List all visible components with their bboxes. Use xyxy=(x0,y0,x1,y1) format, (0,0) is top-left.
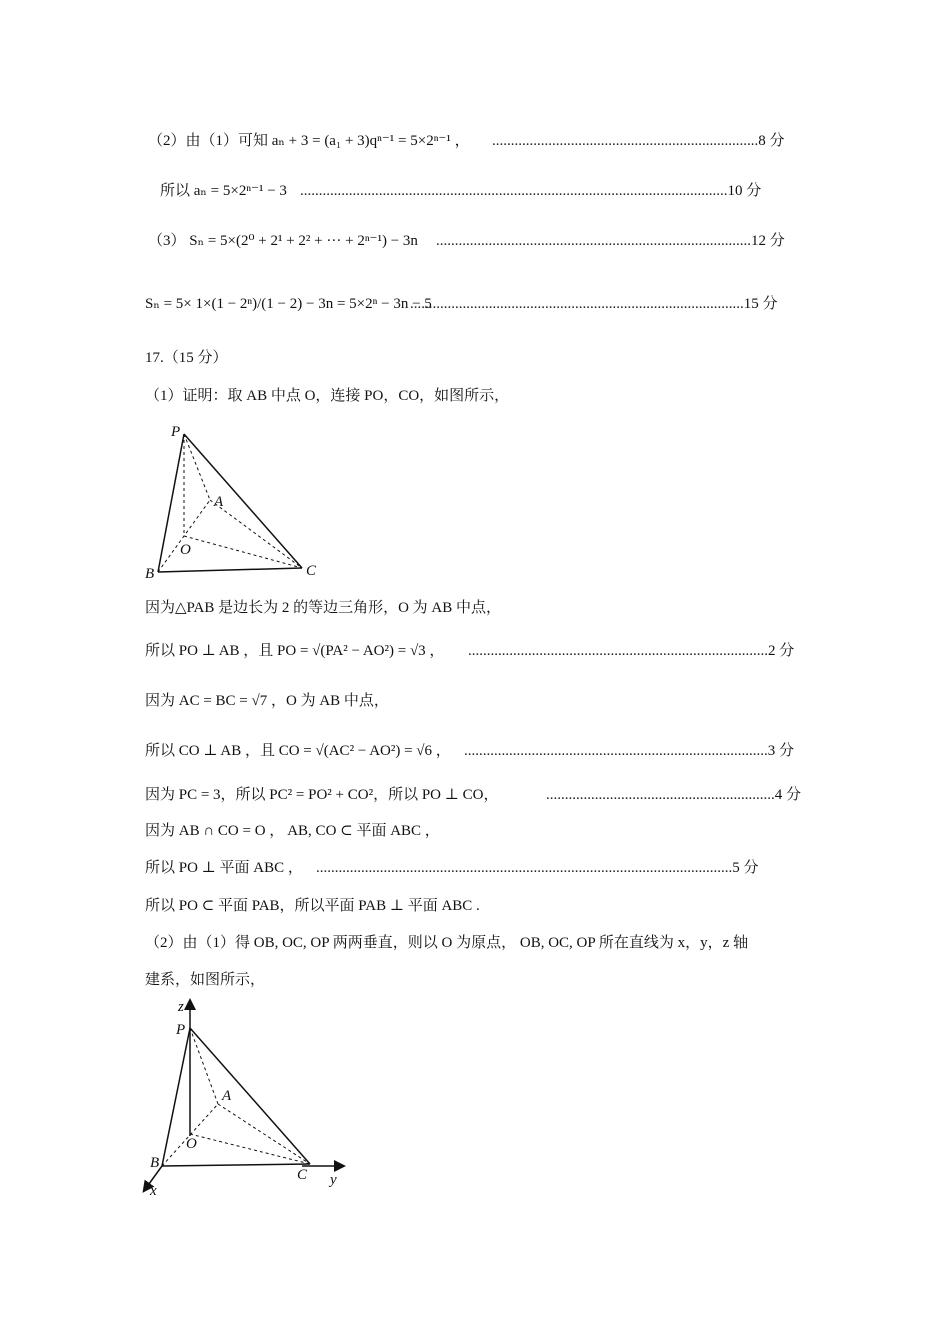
dot-leader: ....................................................................... xyxy=(492,133,759,149)
label-x: x xyxy=(150,1183,157,1196)
edge-PA xyxy=(184,434,210,500)
score-label: 12 分 xyxy=(751,233,785,249)
dot-leader: ................................................................................ xyxy=(468,643,768,659)
score-line-8 xyxy=(468,641,794,661)
edge-OC xyxy=(184,536,302,568)
text-line-10: 所以 CO ⊥ AB ，且 CO = √(AC² − AO²) = √6 ， xyxy=(145,743,451,759)
edge-PC xyxy=(190,1028,310,1164)
text-line-16: 建系，如图所示， xyxy=(145,972,266,988)
text-line-4: Sₙ = 5× 1×(1 − 2ⁿ)/(1 − 2) − 3n = 5×2ⁿ − 3n − 5 xyxy=(145,296,432,312)
score-label: 8 分 xyxy=(758,133,785,149)
coordinate-figure-2 xyxy=(140,996,355,1196)
text-line-8: 所以 PO ⊥ AB ，且 PO = √(PA² − AO²) = √3 ， xyxy=(145,643,445,659)
label-z: z xyxy=(178,999,184,1015)
text-line-14: 所以 PO ⊂ 平面 PAB，所以平面 PAB ⊥ 平面 ABC . xyxy=(145,898,480,914)
text-line-7: 因为△PAB 是边长为 2 的等边三角形，O 为 AB 中点， xyxy=(145,600,502,616)
dot-leader: ............................................................. xyxy=(546,787,775,803)
label-P: P xyxy=(176,1022,186,1038)
score-line-1 xyxy=(492,131,785,151)
label-P: P xyxy=(171,424,181,440)
text-line-3: （3） Sₙ = 5×(2⁰ + 2¹ + 2² + ··· + 2ⁿ⁻¹) − 3n xyxy=(148,233,418,249)
text-line-6: （1）证明：取 AB 中点 O，连接 PO，CO，如图所示， xyxy=(145,388,510,404)
tetrahedron-figure-1 xyxy=(140,420,340,585)
label-B: B xyxy=(150,1155,160,1171)
score-line-13 xyxy=(316,858,759,878)
score-label: 3 分 xyxy=(767,743,795,759)
edge-BC xyxy=(158,568,302,572)
score-line-2 xyxy=(300,181,761,201)
dot-leader: ......................................................................................... xyxy=(410,296,744,312)
label-A: A xyxy=(214,494,224,510)
problem-heading: 17.（15 分） xyxy=(145,350,228,366)
text-line-12: 因为 AB ∩ CO = O ， AB, CO ⊂ 平面 ABC ， xyxy=(145,823,440,839)
text-line-11: 因为 PC = 3，所以 PC² = PO² + CO²，所以 PO ⊥ CO， xyxy=(145,787,499,803)
score-label: 15 分 xyxy=(743,296,778,312)
label-O: O xyxy=(186,1136,197,1152)
score-line-10 xyxy=(464,741,794,761)
text-line-13: 所以 PO ⊥ 平面 ABC ， xyxy=(145,860,303,876)
edge-AC xyxy=(210,500,302,568)
score-label: 2 分 xyxy=(768,643,795,659)
dot-leader: .................................................................................................................. xyxy=(300,183,728,199)
label-C: C xyxy=(306,563,317,579)
score-label: 10 分 xyxy=(727,183,762,199)
label-B: B xyxy=(145,566,155,582)
score-line-11 xyxy=(546,785,801,805)
edge-PC xyxy=(184,434,302,568)
dot-leader: ................................................................................. xyxy=(464,743,768,759)
text-line-15: （2）由（1）得 OB, OC, OP 两两垂直，则以 O 为原点， OB, OC, OP 所在直线为 x，y，z 轴 xyxy=(145,935,749,951)
score-line-4 xyxy=(410,294,778,314)
score-label: 5 分 xyxy=(732,860,759,876)
edge-OC xyxy=(190,1134,310,1164)
score-label: 4 分 xyxy=(774,787,802,803)
score-line-3 xyxy=(436,231,785,251)
dot-leader: ............................................................................................................... xyxy=(316,860,733,876)
text-line-9: 因为 AC = BC = √7 ，O 为 AB 中点， xyxy=(145,693,389,709)
label-O: O xyxy=(180,542,191,558)
edge-PA xyxy=(190,1028,218,1104)
label-C: C xyxy=(297,1167,308,1183)
text-line-2: 所以 aₙ = 5×2ⁿ⁻¹ − 3 xyxy=(160,183,287,199)
label-y: y xyxy=(330,1172,337,1188)
edge-BC xyxy=(162,1164,310,1166)
label-A: A xyxy=(222,1088,232,1104)
dot-leader: .................................................................................... xyxy=(436,233,751,249)
text-line-1: （2）由（1）可知 aₙ + 3 = (a₁ + 3)qⁿ⁻¹ = 5×2ⁿ⁻¹ ， xyxy=(148,133,470,149)
